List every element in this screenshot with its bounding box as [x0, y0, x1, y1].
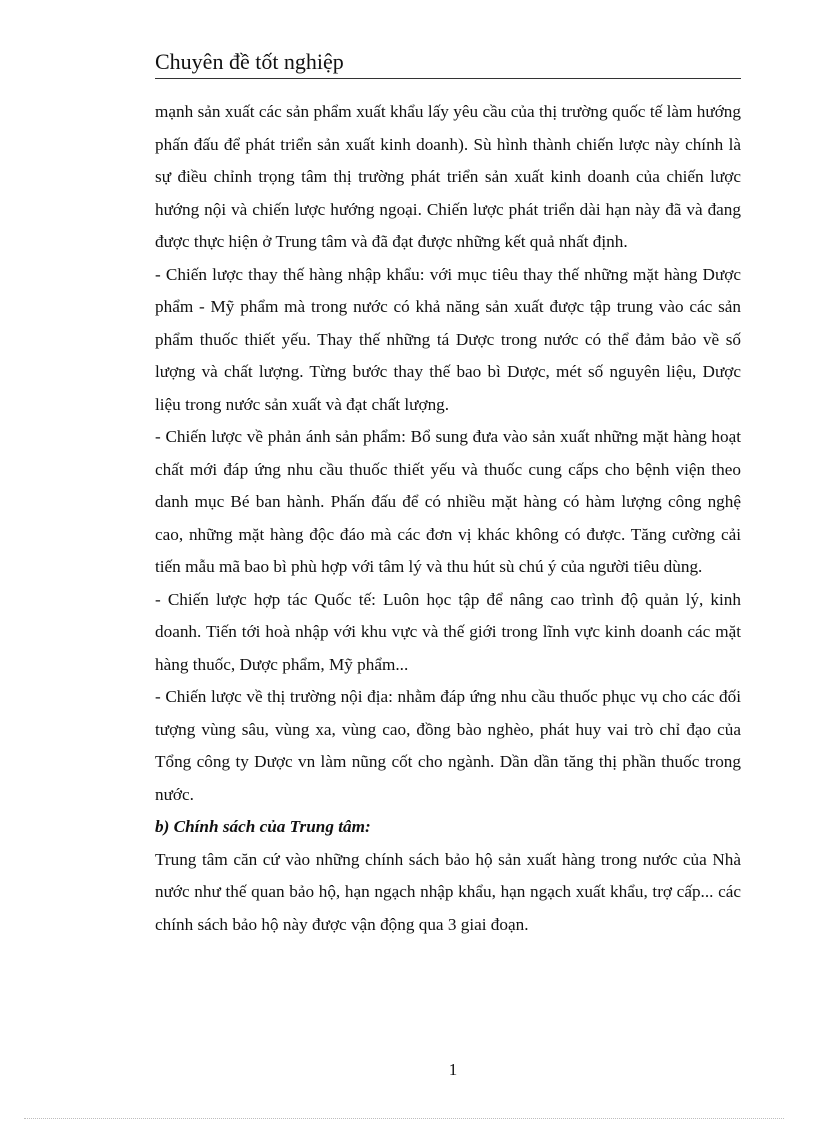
body-paragraph: Trung tâm căn cứ vào những chính sách bảo hộ sản xuất hàng trong nước của Nhà nước như thế quan bảo hộ, hạn ngạch nhập khẩu, hạn ngạch xuất khẩu, trợ cấp... các chính sách bảo hộ này được vận động qua 3 giai đoạn.	[155, 849, 741, 934]
page-bottom-divider	[24, 1118, 784, 1119]
page-number: 1	[448, 1060, 458, 1079]
body-paragraph: mạnh sản xuất các sản phẩm xuất khẩu lấy yêu cầu của thị trường quốc tế làm hướng phấn đấu để phát triển sản xuất kinh doanh). Sù hình thành chiến lược này chính là sự điều chỉnh trọng tâm thị trường phát triển sản xuất kinh doanh của chiến lược hướng nội và chiến lược hướng ngoại. Chiến lược phát triển dài hạn này đã và đang được thực hiện ở Trung tâm và đã đạt được những kết quả nhất định.	[155, 102, 741, 251]
body-paragraph: - Chiến lược thay thế hàng nhập khẩu: với mục tiêu thay thế những mặt hàng Dược phẩm - Mỹ phẩm mà trong nước có khả năng sản xuất được tập trung vào các sản phẩm thuốc thiết yếu. Thay thế những tá Dược trong nước có thể đảm bảo về số lượng và chất lượng. Từng bước thay thế bao bì Dược, mét số nguyên liệu, Dược liệu trong nước sản xuất và đạt chất lượng.	[155, 264, 741, 414]
header-title: Chuyên đề tốt nghiệp	[155, 49, 344, 74]
body-paragraph: - Chiến lược về phản ánh sản phẩm: Bổ sung đưa vào sản xuất những mặt hàng hoạt chất mới đáp ứng nhu cầu thuốc thiết yếu và thuốc cung cấps cho bệnh viện theo danh mục Bé ban hành. Phấn đấu để có nhiều mặt hàng có hàm lượng công nghệ cao, những mặt hàng độc đáo mà các đơn vị khác không có được. Tăng cường cải tiến mẫu mã bao bì phù hợp với tâm lý và thu hút sù chú ý của người tiêu dùng.	[155, 427, 741, 576]
body-paragraph: - Chiến lược về thị trường nội địa: nhằm đáp ứng nhu cầu thuốc phục vụ cho các đối tượng vùng sâu, vùng xa, vùng cao, đồng bào nghèo, phát huy vai trò chỉ đạo của Tổng công ty Dược vn làm nũng cốt cho ngành. Dần dần tăng thị phần thuốc trong nước.	[155, 687, 741, 804]
document-body	[155, 96, 741, 941]
section-subheading: b) Chính sách của Trung tâm:	[155, 817, 371, 836]
body-paragraph: - Chiến lược hợp tác Quốc tế: Luôn học tập để nâng cao trình độ quản lý, kinh doanh. Tiến tới hoà nhập với khu vực và thế giới trong lĩnh vực kinh doanh các mặt hàng thuốc, Dược phẩm, Mỹ phẩm...	[155, 589, 741, 674]
page-header	[155, 46, 741, 79]
